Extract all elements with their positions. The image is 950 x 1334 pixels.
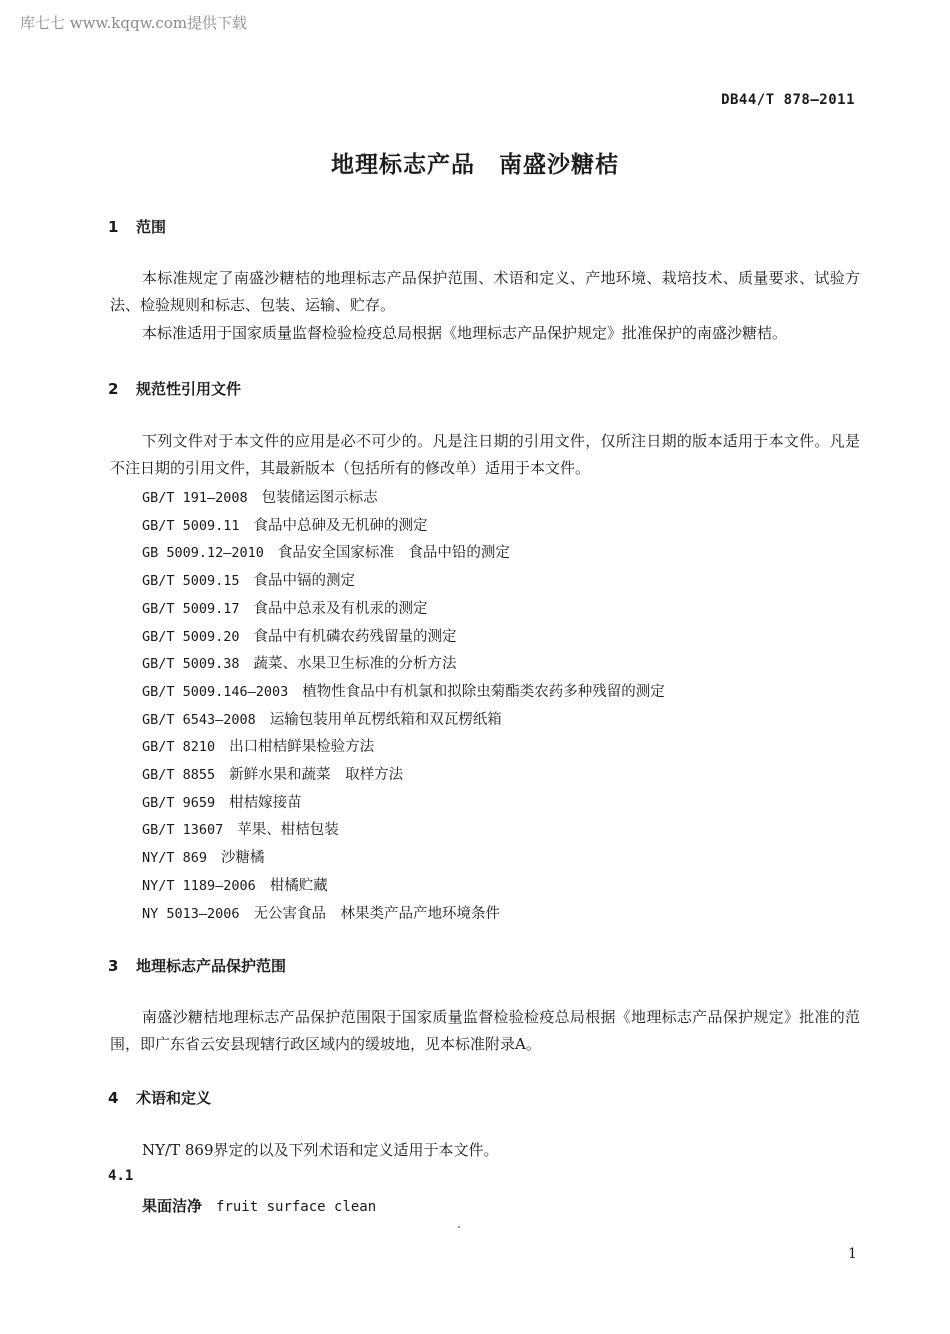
- references-intro: 下列文件对于本文件的应用是必不可少的。凡是注日期的引用文件，仅所注日期的版本适用于本文件。凡是不注日期的引用文件，其最新版本（包括所有的修改单）适用于本文件。: [110, 432, 860, 477]
- scan-speck: [458, 1226, 460, 1228]
- reference-title: 柑橘贮藏: [269, 878, 328, 894]
- reference-title: 蔬菜、水果卫生标准的分析方法: [253, 656, 457, 672]
- section-heading-4: [108, 1087, 211, 1108]
- section-heading-1: [108, 216, 166, 237]
- reference-title: 食品中有机磷农药残留量的测定: [253, 629, 457, 645]
- reference-code: GB/T 13607: [142, 822, 224, 838]
- reference-code: GB/T 5009.11: [142, 518, 240, 534]
- section-number: 1: [108, 218, 119, 236]
- reference-item: [142, 846, 265, 867]
- reference-code: NY/T 1189—2006: [142, 878, 256, 894]
- reference-code: GB/T 5009.15: [142, 573, 240, 589]
- section-heading-2: [108, 378, 241, 399]
- reference-item: [142, 763, 403, 784]
- reference-item: [142, 597, 428, 618]
- reference-title: 运输包装用单瓦楞纸箱和双瓦楞纸箱: [269, 712, 502, 728]
- page-title: 地理标志产品 南盛沙糖桔: [331, 152, 619, 178]
- term-entry: [142, 1195, 376, 1216]
- reference-item: [142, 818, 339, 839]
- reference-item: [142, 625, 457, 646]
- reference-item: [142, 708, 502, 729]
- reference-item: [142, 569, 355, 590]
- document-id: DB44/T 878—2011: [721, 92, 855, 108]
- protection-paragraph: 南盛沙糖桔地理标志产品保护范围限于国家质量监督检验检疫总局根据《地理标志产品保护规定》批准的范围，即广东省云安县现辖行政区域内的缓坡地，见本标准附录A。: [110, 1008, 860, 1053]
- reference-code: GB/T 191—2008: [142, 490, 248, 506]
- term-chinese: 果面洁净: [142, 1197, 203, 1215]
- section-number: 4: [108, 1089, 119, 1107]
- term-english: fruit surface clean: [216, 1199, 377, 1215]
- reference-title: 包装储运图示标志: [261, 490, 378, 506]
- reference-title: 食品安全国家标准 食品中铅的测定: [277, 545, 510, 561]
- reference-title: 植物性食品中有机氯和拟除虫菊酯类农药多种残留的测定: [302, 684, 665, 700]
- reference-code: NY/T 869: [142, 850, 208, 866]
- section-number: 2: [108, 380, 119, 398]
- reference-item: [142, 874, 328, 895]
- reference-title: 柑桔嫁接苗: [229, 795, 302, 811]
- reference-title: 食品中总砷及无机砷的测定: [253, 518, 428, 534]
- reference-item: [142, 735, 374, 756]
- reference-title: 食品中总汞及有机汞的测定: [253, 601, 428, 617]
- reference-code: GB/T 5009.146—2003: [142, 684, 289, 700]
- reference-code: GB/T 8210: [142, 739, 216, 755]
- section-title: 范围: [136, 218, 167, 236]
- reference-code: GB/T 8855: [142, 767, 216, 783]
- reference-code: GB/T 5009.17: [142, 601, 240, 617]
- subsection-number: 4.1: [108, 1168, 134, 1184]
- reference-title: 苹果、柑桔包装: [237, 822, 339, 838]
- section-title: 规范性引用文件: [136, 380, 242, 398]
- section-title: 地理标志产品保护范围: [136, 957, 287, 975]
- section-heading-3: [108, 955, 286, 976]
- section-title: 术语和定义: [136, 1089, 212, 1107]
- section-number: 3: [108, 957, 119, 975]
- reference-title: 无公害食品 林果类产品产地环境条件: [253, 906, 501, 922]
- scope-paragraph-2: 本标准适用于国家质量监督检验检疫总局根据《地理标志产品保护规定》批准保护的南盛沙糖桔。: [142, 324, 788, 342]
- reference-code: NY 5013—2006: [142, 906, 240, 922]
- reference-code: GB/T 6543—2008: [142, 712, 256, 728]
- reference-item: [142, 486, 378, 507]
- reference-item: [142, 652, 457, 673]
- reference-code: GB/T 9659: [142, 795, 216, 811]
- reference-item: [142, 791, 302, 812]
- reference-title: 出口柑桔鲜果检验方法: [229, 739, 375, 755]
- scope-paragraph-1: 本标准规定了南盛沙糖桔的地理标志产品保护范围、术语和定义、产地环境、栽培技术、质量要求、试验方法、检验规则和标志、包装、运输、贮存。: [110, 269, 860, 314]
- reference-code: GB/T 5009.20: [142, 629, 240, 645]
- reference-item: [142, 541, 510, 562]
- page-number: 1: [848, 1246, 857, 1262]
- terms-intro: NY/T 869界定的以及下列术语和定义适用于本文件。: [142, 1141, 499, 1159]
- reference-item: [142, 514, 428, 535]
- reference-item: [142, 902, 500, 923]
- reference-title: 新鲜水果和蔬菜 取样方法: [229, 767, 404, 783]
- reference-code: GB 5009.12—2010: [142, 545, 264, 561]
- reference-code: GB/T 5009.38: [142, 656, 240, 672]
- watermark-text: 库七七 www.kqqw.com提供下载: [20, 14, 248, 32]
- reference-item: [142, 680, 665, 701]
- reference-title: 食品中镉的测定: [253, 573, 356, 589]
- reference-title: 沙糖橘: [221, 850, 265, 866]
